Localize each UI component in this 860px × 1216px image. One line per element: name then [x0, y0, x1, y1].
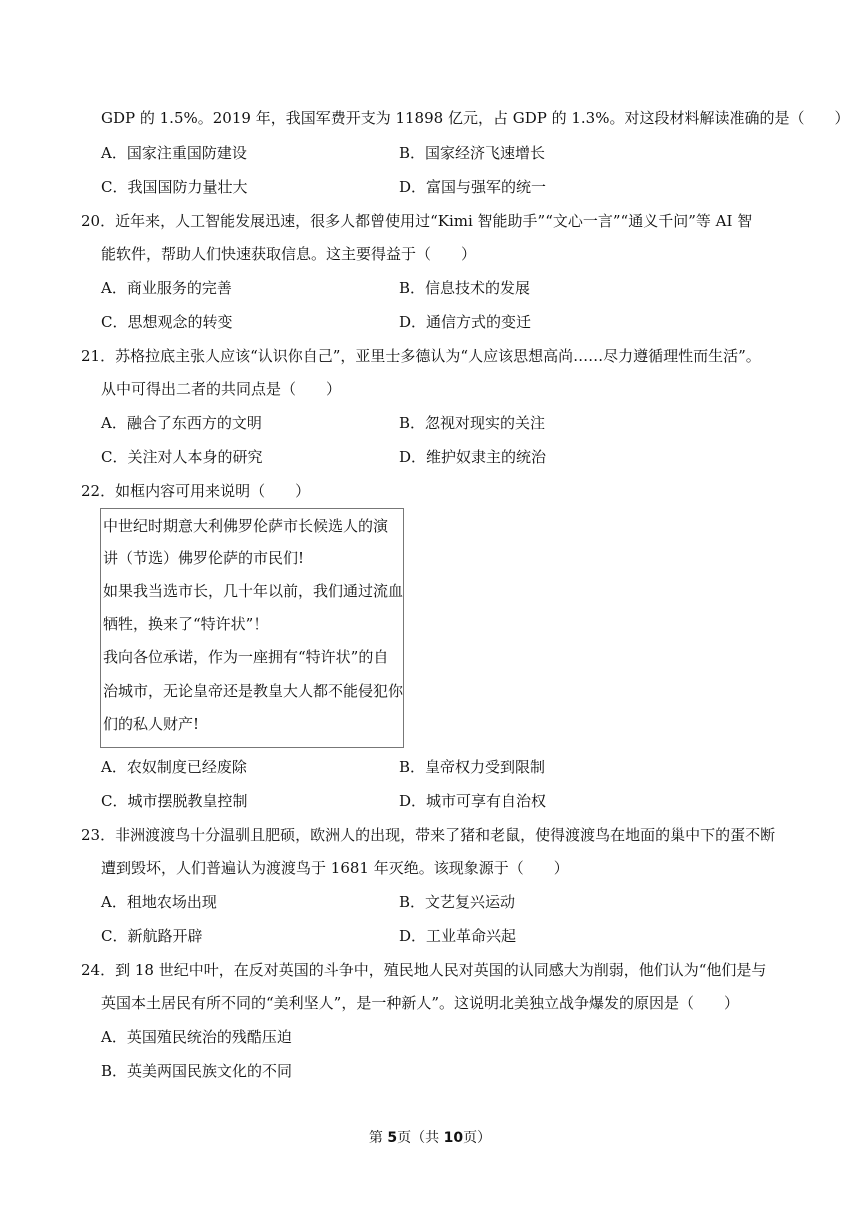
q21-stem-line2: 从中可得出二者的共同点是（ ）	[101, 380, 342, 398]
q23-option-d[interactable]: D．工业革命兴起	[399, 927, 517, 945]
quote-line: 我向各位承诺，作为一座拥有“特许状”的自	[103, 648, 389, 666]
q20-stem-line2: 能软件，帮助人们快速获取信息。这主要得益于（ ）	[101, 245, 477, 263]
q22-option-b[interactable]: B．皇帝权力受到限制	[399, 758, 546, 776]
footer-middle: 页（共	[397, 1130, 444, 1146]
quote-line: 治城市，无论皇帝还是教皇大人都不能侵犯你	[103, 682, 404, 700]
q19-option-d[interactable]: D．富国与强军的统一	[399, 178, 547, 196]
quote-line: 如果我当选市长，几十年以前，我们通过流血	[103, 582, 404, 600]
footer-prefix: 第	[368, 1130, 388, 1146]
q23-option-a[interactable]: A．租地农场出现	[101, 893, 217, 911]
q22-stem-line1: 22．如框内容可用来说明（ ）	[81, 482, 311, 500]
quote-line: 中世纪时期意大利佛罗伦萨市长候选人的演	[103, 517, 389, 535]
q19-stem-tail: GDP 的 1.5%。2019 年，我国军费开支为 11898 亿元，占 GDP 的 1.3%。对这段材料解读准确的是（ ）	[101, 109, 850, 127]
page-footer	[0, 1128, 860, 1148]
page-number: 5	[387, 1130, 398, 1146]
page-total: 10	[443, 1130, 464, 1146]
q23-option-c[interactable]: C．新航路开辟	[101, 927, 203, 945]
q19-option-b[interactable]: B．国家经济飞速增长	[399, 144, 546, 162]
q20-option-d[interactable]: D．通信方式的变迁	[399, 313, 532, 331]
q20-stem-line1: 20．近年来，人工智能发展迅速，很多人都曾使用过“Kimi 智能助手”“文心一言”“通义千问”等 AI 智	[81, 212, 753, 230]
q22-option-a[interactable]: A．农奴制度已经废除	[101, 758, 247, 776]
q20-option-c[interactable]: C．思想观念的转变	[101, 313, 233, 331]
q24-stem-line2: 英国本土居民有所不同的“美利坚人”，是一种新人”。这说明北美独立战争爆发的原因是（ ）	[101, 994, 740, 1012]
q19-option-c[interactable]: C．我国国防力量壮大	[101, 178, 248, 196]
q21-option-a[interactable]: A．融合了东西方的文明	[101, 414, 262, 432]
quote-line: 牺牲，换来了“特许状”！	[103, 615, 269, 633]
q20-option-b[interactable]: B．信息技术的发展	[399, 279, 531, 297]
q22-option-d[interactable]: D．城市可享有自治权	[399, 792, 547, 810]
quote-line: 讲（节选）佛罗伦萨的市民们!	[103, 549, 305, 567]
q21-stem-line1: 21．苏格拉底主张人应该“认识你自己”，亚里士多德认为“人应该思想高尚……尽力遵循理性而生活”。	[81, 347, 761, 365]
q21-option-b[interactable]: B．忽视对现实的关注	[399, 414, 546, 432]
q20-option-a[interactable]: A．商业服务的完善	[101, 279, 232, 297]
q19-option-a[interactable]: A．国家注重国防建设	[101, 144, 247, 162]
q24-option-a[interactable]: A．英国殖民统治的残酷压迫	[101, 1028, 292, 1046]
q21-option-c[interactable]: C．关注对人本身的研究	[101, 448, 263, 466]
q24-option-b[interactable]: B．英美两国民族文化的不同	[101, 1062, 293, 1080]
q23-stem-line2: 遭到毁坏，人们普遍认为渡渡鸟于 1681 年灭绝。该现象源于（ ）	[101, 859, 569, 877]
q23-option-b[interactable]: B．文艺复兴运动	[399, 893, 516, 911]
quote-line: 们的私人财产!	[103, 715, 200, 733]
q23-stem-line1: 23．非洲渡渡鸟十分温驯且肥硕，欧洲人的出现，带来了猪和老鼠，使得渡渡鸟在地面的巢中下的蛋不断	[81, 826, 776, 844]
q22-option-c[interactable]: C．城市摆脱教皇控制	[101, 792, 248, 810]
footer-suffix: 页）	[463, 1130, 492, 1146]
q21-option-d[interactable]: D．维护奴隶主的统治	[399, 448, 547, 466]
q24-stem-line1: 24．到 18 世纪中叶，在反对英国的斗争中，殖民地人民对英国的认同感大为削弱，他们认为“他们是与	[81, 961, 767, 979]
